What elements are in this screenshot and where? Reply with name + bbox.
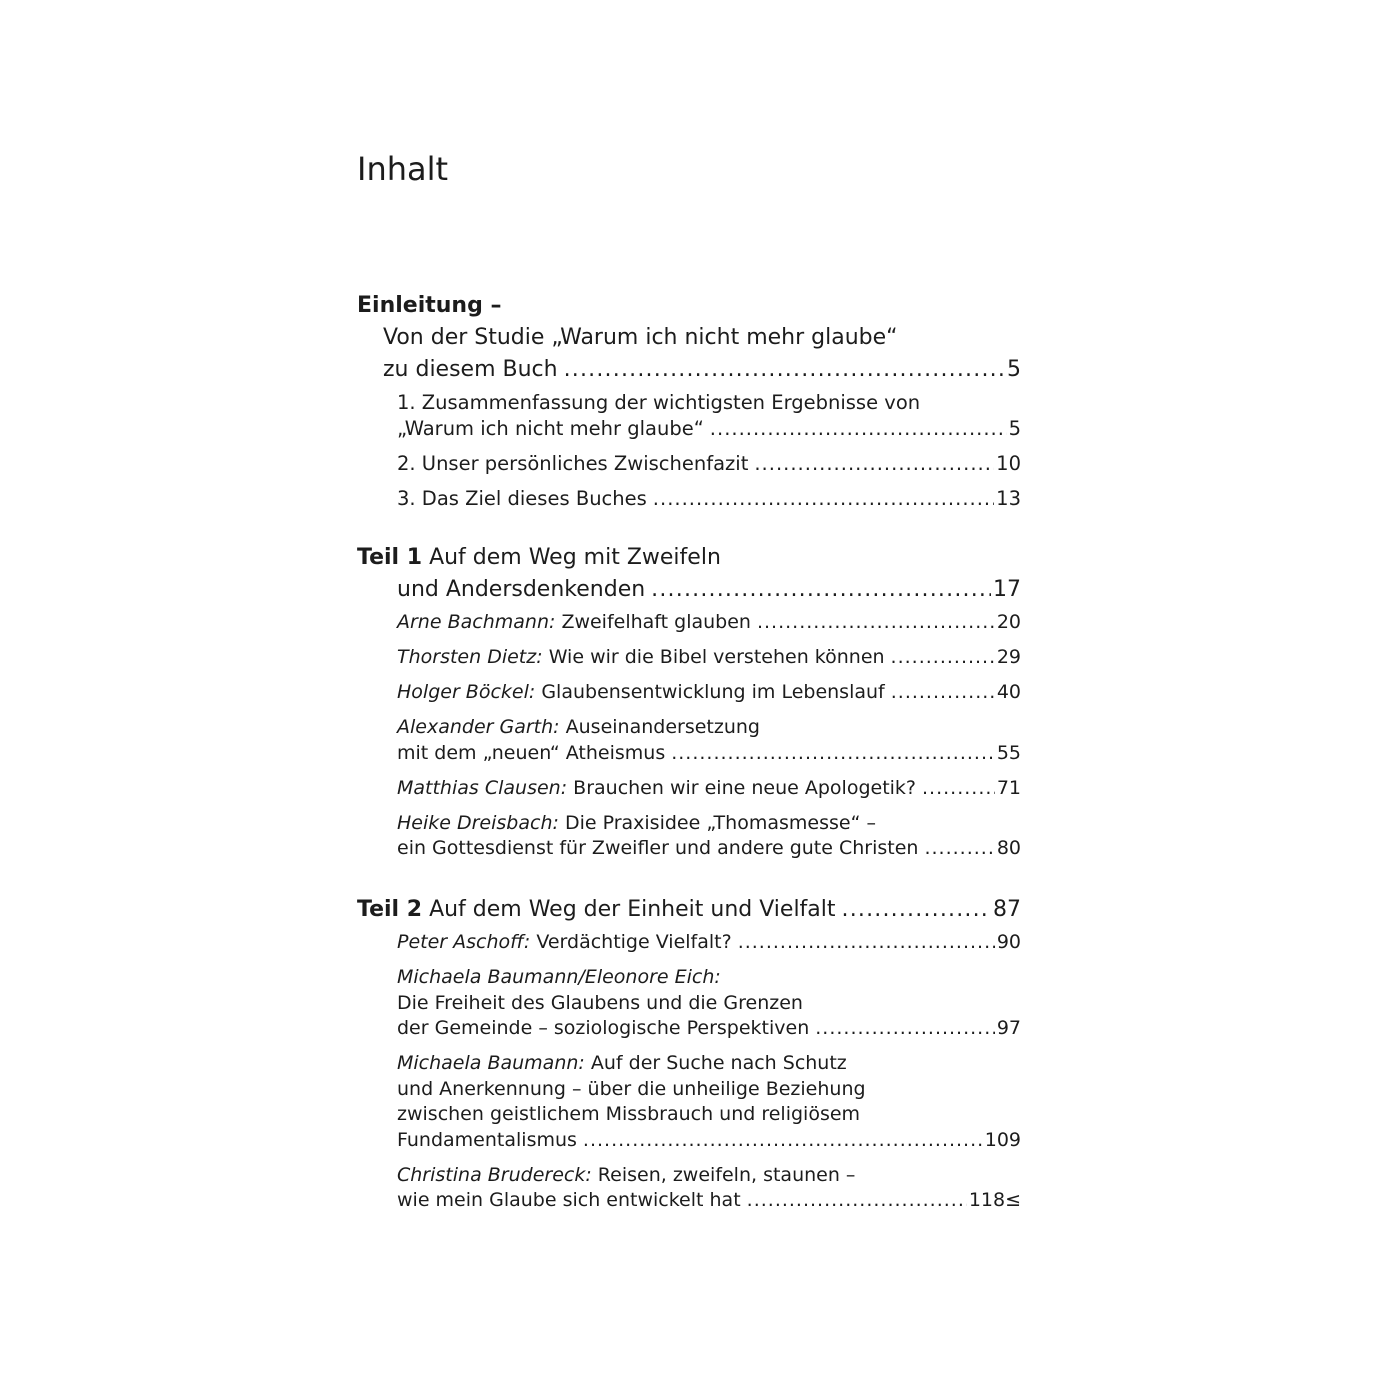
teil1-entries — [357, 610, 1021, 862]
toc-entry: Arne Bachmann: Zweifelhaft glauben ..... 20 — [397, 610, 1021, 636]
page-number: 90 — [996, 931, 1021, 953]
teil2-title: Auf dem Weg der Einheit und Vielfalt — [429, 897, 836, 922]
page-number: 5 — [1007, 357, 1021, 382]
toc-entry: Christina Brudereck: Reisen, zweifeln, staunen – wie mein Glaube sich entwickelt hat ..... 118≤ — [397, 1163, 1021, 1214]
dot-leader — [754, 451, 994, 477]
page-number: 13 — [996, 486, 1021, 510]
dot-leader — [891, 645, 995, 671]
page-number: 20 — [996, 611, 1021, 633]
author-name: Matthias Clausen: — [397, 776, 568, 799]
dot-leader — [842, 894, 991, 926]
dot-leader — [583, 1128, 983, 1154]
toc-entry: 3. Das Ziel dieses Buches ..... 13 — [397, 486, 1021, 512]
einleitung-title-line2: zu diesem Buch ..... 5 — [357, 354, 1021, 386]
page-number: 109 — [984, 1128, 1021, 1151]
section-teil-2 — [357, 894, 1021, 1214]
teil1-title-line1: Auf dem Weg mit Zweifeln — [429, 545, 721, 570]
page-number: 5 — [1008, 416, 1021, 440]
toc-entry: 2. Unser persönliches Zwischenfazit ..... 10 — [397, 451, 1021, 477]
einleitung-title-line1: Von der Studie „Warum ich nicht mehr glaube“ — [383, 325, 898, 350]
dot-leader — [671, 741, 995, 767]
section-heading — [357, 290, 1021, 386]
dot-leader — [564, 354, 1005, 386]
author-name: Alexander Garth: — [397, 716, 560, 738]
toc-entry: Heike Dreisbach: Die Praxisidee „Thomasmesse“ – ein Gottesdienst für Zweifler und andere gute Christen ..... 80 — [397, 811, 1021, 862]
section-heading — [357, 542, 1021, 606]
toc-entry: Michaela Baumann: Auf der Suche nach Schutz und Anerkennung – über die unheilige Beziehung zwischen geistlichem Missbrauch und religiösem Fundamentalismus ..... 109 — [397, 1051, 1021, 1153]
toc-entry: 1. Zusammenfassung der wichtigsten Ergebnisse von „Warum ich nicht mehr glaube“ ..... 5 — [397, 390, 1021, 441]
section-teil-1 — [357, 542, 1021, 894]
toc-entry: Peter Aschoff: Verdächtige Vielfalt? ..... 90 — [397, 930, 1021, 956]
table-of-contents — [357, 290, 1021, 1223]
author-name: Holger Böckel: — [397, 681, 536, 703]
einleitung-entries — [357, 390, 1021, 511]
dot-leader — [922, 776, 995, 802]
toc-entry: Thorsten Dietz: Wie wir die Bibel verstehen können ..... 29 — [397, 645, 1021, 671]
dot-leader — [747, 1188, 967, 1214]
page-number: 29 — [996, 646, 1021, 668]
teil1-label: Teil 1 — [357, 545, 423, 570]
einleitung-heading: Einleitung – — [357, 293, 502, 318]
toc-entry: Michaela Baumann/Eleonore Eich: Die Freiheit des Glaubens und die Grenzen der Gemeinde – soziologische Perspektiven ..... 97 — [397, 965, 1021, 1042]
teil1-title-line2: und Andersdenkenden ..... 17 — [357, 574, 1021, 606]
dot-leader — [891, 680, 995, 706]
author-name: Peter Aschoff: — [397, 931, 531, 953]
toc-entry: Alexander Garth: Auseinandersetzung mit dem „neuen“ Atheismus ..... 55 — [397, 715, 1021, 766]
page-number: 97 — [996, 1017, 1021, 1039]
teil2-entries — [357, 930, 1021, 1214]
toc-entry: Matthias Clausen: Brauchen wir eine neue Apologetik? ..... 71 — [397, 776, 1021, 802]
author-name: Christina Brudereck: — [397, 1163, 592, 1186]
dot-leader — [710, 416, 1007, 442]
author-name: Michaela Baumann/Eleonore Eich: — [397, 966, 721, 988]
page-number: 40 — [996, 681, 1021, 703]
dot-leader — [815, 1016, 995, 1042]
dot-leader — [738, 930, 995, 956]
dot-leader — [924, 836, 994, 862]
page-number: 118≤ — [968, 1189, 1021, 1211]
dot-leader — [757, 610, 995, 636]
page-number: 17 — [993, 577, 1021, 602]
teil2-label: Teil 2 — [357, 897, 423, 922]
page-title: Inhalt — [357, 150, 449, 188]
author-name: Heike Dreisbach: — [397, 811, 559, 834]
page-number: 80 — [996, 837, 1021, 859]
dot-leader — [653, 486, 994, 512]
section-heading — [357, 894, 1021, 926]
author-name: Arne Bachmann: — [397, 611, 556, 633]
page-number: 71 — [996, 776, 1021, 799]
page-number: 87 — [993, 897, 1021, 922]
section-einleitung — [357, 290, 1021, 542]
toc-entry: Holger Böckel: Glaubensentwicklung im Lebenslauf ..... 40 — [397, 680, 1021, 706]
dot-leader — [651, 574, 991, 606]
page-number: 55 — [996, 741, 1021, 764]
author-name: Thorsten Dietz: — [397, 646, 543, 668]
author-name: Michaela Baumann: — [397, 1052, 585, 1074]
page-number: 10 — [996, 451, 1021, 475]
